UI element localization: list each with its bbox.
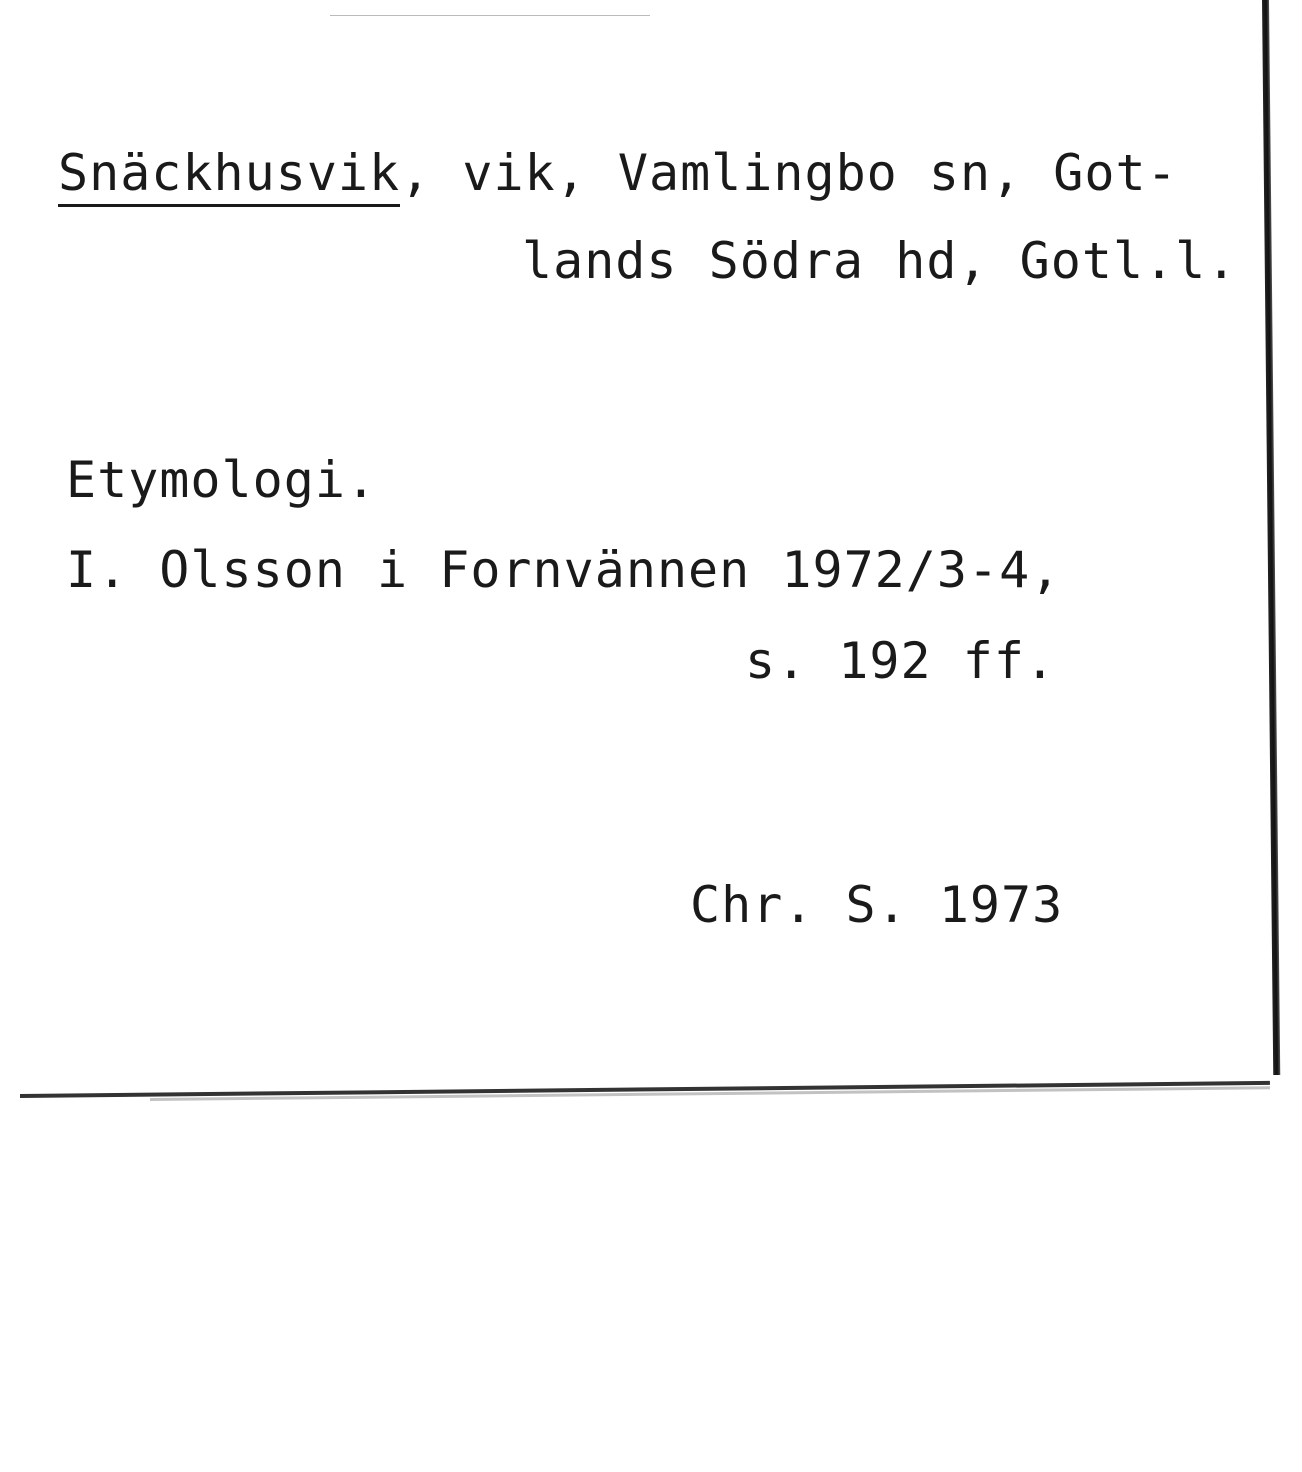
entry-line-1 <box>58 144 1178 202</box>
reference-line-1: I. Olsson i Fornvännen 1972/3-4, <box>66 541 1062 599</box>
entry-description: , vik, Vamlingbo sn, Got- <box>400 144 1178 202</box>
card-right-edge <box>1262 0 1280 1075</box>
headword: Snäckhusvik <box>58 144 400 207</box>
reference-line-2: s. 192 ff. <box>745 632 1057 690</box>
signature: Chr. S. 1973 <box>690 876 1064 934</box>
card-top-edge <box>330 15 650 16</box>
section-heading: Etymologi. <box>66 451 378 509</box>
entry-line-2: lands Södra hd, Gotl.l. <box>522 232 1238 290</box>
